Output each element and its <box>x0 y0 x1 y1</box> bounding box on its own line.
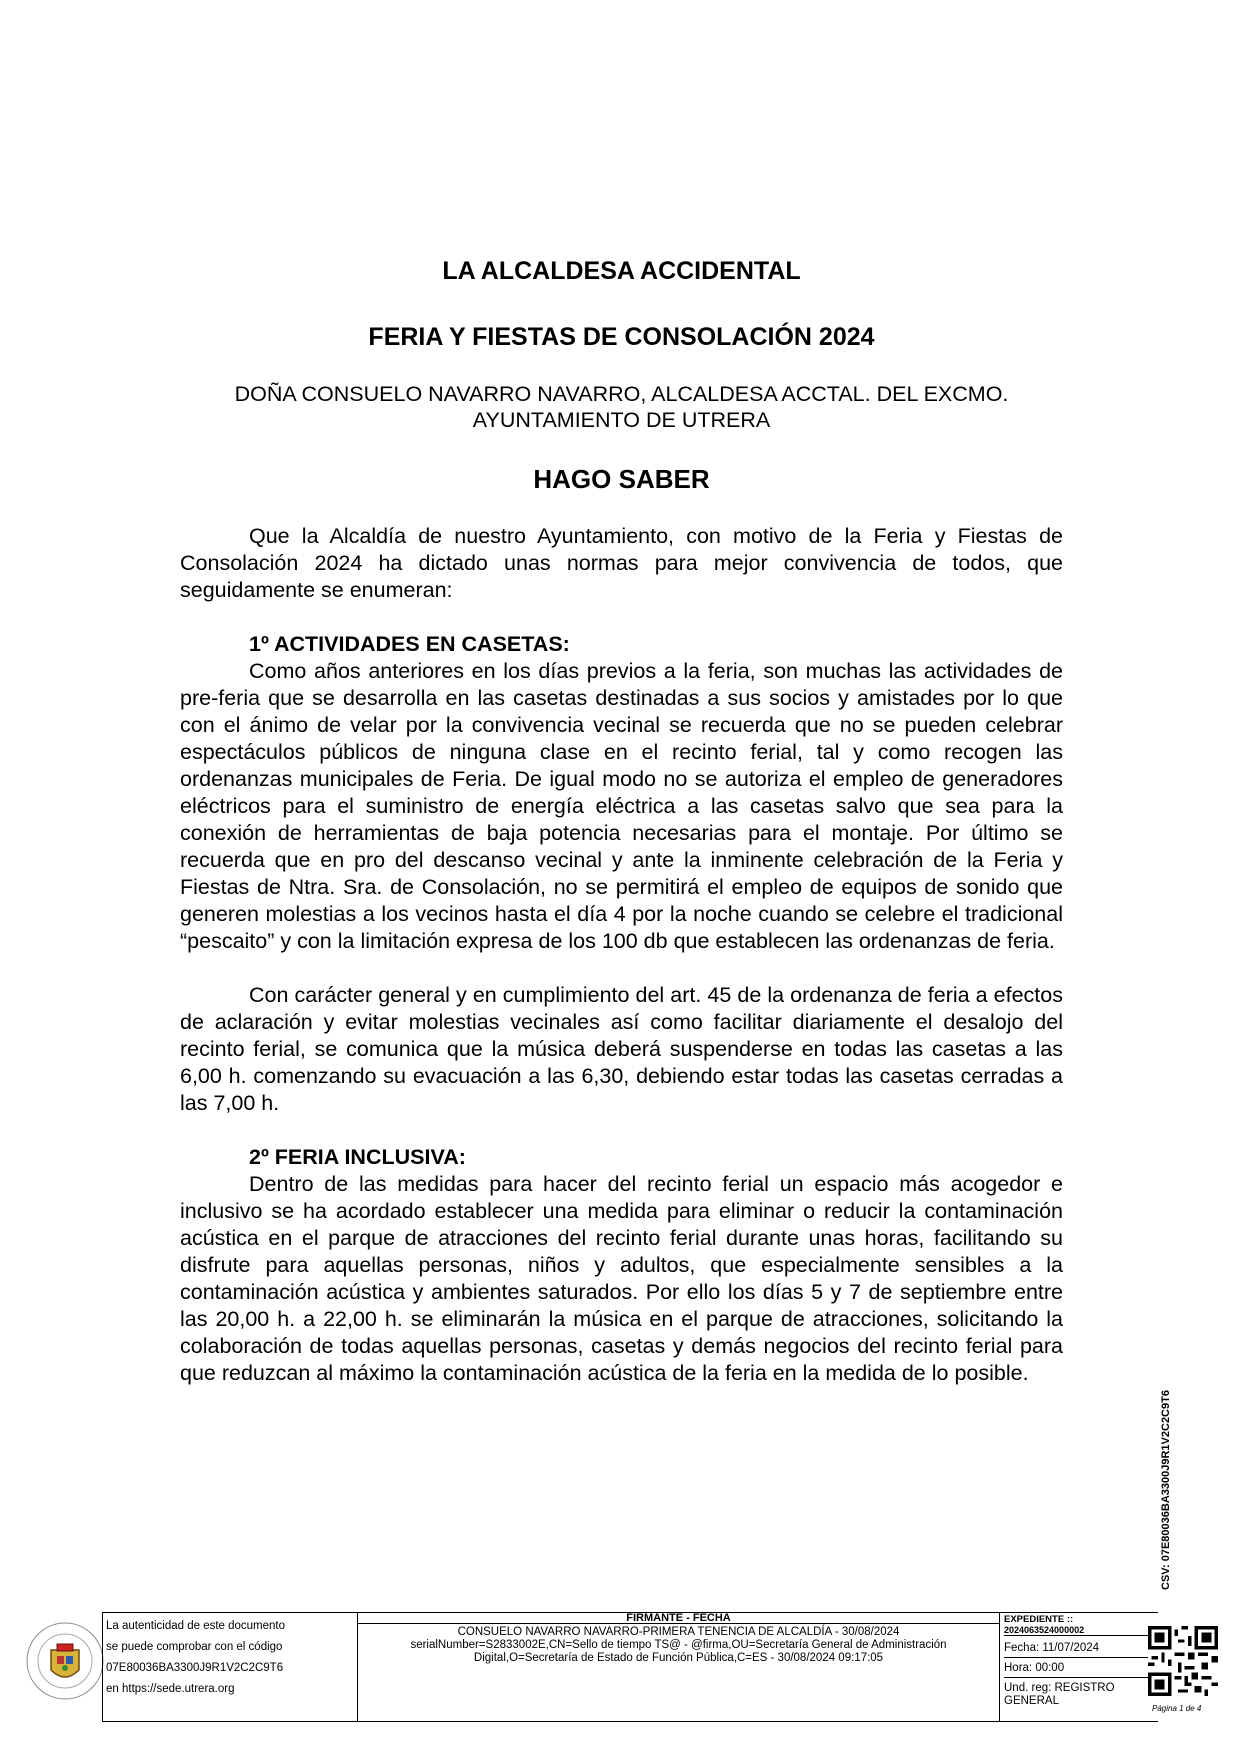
expediente-label: EXPEDIENTE :: <box>1004 1614 1074 1625</box>
auth-code: 07E80036BA3300J9R1V2C2C9T6 <box>106 1662 284 1674</box>
auth-line-1: La autenticidad de este documento <box>106 1620 286 1632</box>
section-2-title: 2º FERIA INCLUSIVA: <box>249 1145 466 1169</box>
authenticity-box <box>102 1612 358 1722</box>
auth-line-2: se puede comprobar con el código <box>106 1641 283 1653</box>
expediente-hora: Hora: 00:00 <box>1004 1658 1154 1678</box>
csv-code: CSV: 07E80036BA3300J9R1V2C2C9T6 <box>1160 1390 1172 1590</box>
expediente-box <box>1000 1612 1158 1722</box>
signer-header: FIRMANTE - FECHA <box>358 1613 999 1624</box>
intro-paragraph: Que la Alcaldía de nuestro Ayuntamiento, con motivo de la Feria y Fiestas de Consolación 2024 ha dictado unas normas para mejor convivencia de todos, que seguidamente se enumeran: <box>180 524 1063 602</box>
issuer-block <box>180 381 1063 433</box>
document-body <box>180 255 1063 1387</box>
expediente-number: 2024063524000002 <box>1004 1625 1154 1636</box>
section-2-paragraph-1: Dentro de las medidas para hacer del recinto ferial un espacio más acogedor e inclusivo se ha acordado establecer una medida para eliminar o reducir la contaminación acústica en el parque de atracciones del recinto ferial durante unas horas, facilitando su disfrute para aquellas personas, niños y adultos, que especialmente sensibles a la contaminación acústica y ambientes saturados. Por ello los días 5 y 7 de septiembre entre las 20,00 h. a 22,00 h. se eliminarán la música en el parque de atracciones, solicitando la colaboración de todas aquellas personas, casetas y demás negocios del recinto ferial para que reduzcan al máximo la contaminación acústica de la feria en la medida de lo posible. <box>180 1172 1063 1385</box>
document-heading: LA ALCALDESA ACCIDENTAL <box>442 257 801 285</box>
expediente-registro: Und. reg: REGISTRO GENERAL <box>1004 1682 1115 1707</box>
section-1-title: 1º ACTIVIDADES EN CASETAS: <box>249 632 570 656</box>
qr-code-icon <box>1148 1626 1218 1696</box>
signer-line-1: CONSUELO NAVARRO NAVARRO-PRIMERA TENENCIA DE ALCALDÍA - 30/08/2024 <box>457 1626 900 1638</box>
document-subheading: FERIA Y FIESTAS DE CONSOLACIÓN 2024 <box>368 323 875 351</box>
page-number: Página 1 de 4 <box>1152 1704 1202 1713</box>
signer-line-3: Digital,O=Secretaría de Estado de Función Pública,C=ES - 30/08/2024 09:17:05 <box>473 1652 884 1664</box>
signature-footer <box>18 1612 1228 1722</box>
signer-line-2: serialNumber=S2833002E,CN=Sello de tiempo TS@ - @firma,OU=Secretaría General de Administración <box>410 1639 947 1651</box>
expediente-fecha: Fecha: 11/07/2024 <box>1004 1638 1154 1658</box>
signer-box <box>358 1612 1000 1722</box>
section-1-paragraph-2: Con carácter general y en cumplimiento del art. 45 de la ordenanza de feria a efectos de aclaración y evitar molestias vecinales así como facilitar diariamente el desalojo del recinto ferial, se comunica que la música deberá suspenderse en todas las casetas a las 6,00 h. comenzando su evacuación a las 6,30, debiendo estar todas las casetas cerradas a las 7,00 h. <box>180 983 1063 1115</box>
municipal-seal-icon <box>24 1620 106 1702</box>
issuer-line-1: DOÑA CONSUELO NAVARRO NAVARRO, ALCALDESA ACCTAL. DEL EXCMO. <box>234 382 1009 406</box>
issuer-line-2: AYUNTAMIENTO DE UTRERA <box>472 408 771 432</box>
auth-url: en https://sede.utrera.org <box>106 1683 235 1695</box>
hago-saber-heading: HAGO SABER <box>533 464 710 494</box>
section-1-paragraph-1: Como años anteriores en los días previos a la feria, son muchas las actividades de pre-feria que se desarrolla en las casetas destinadas a sus socios y amistades por lo que con el ánimo de velar por la convivencia vecinal se recuerda que no se pueden celebrar espectáculos públicos de ninguna clase en el recinto ferial, tal y como recogen las ordenanzas municipales de Feria. De igual modo no se autoriza el empleo de generadores eléctricos para el suministro de energía eléctrica a las casetas salvo que sea para la conexión de herramientas de baja potencia necesarias para el montaje. Por último se recuerda que en pro del descanso vecinal y ante la inminente celebración de la Feria y Fiestas de Ntra. Sra. de Consolación, no se permitirá el empleo de equipos de sonido que generen molestias a los vecinos hasta el día 4 por la noche cuando se celebre el tradicional “pescaito” y con la limitación expresa de los 100 db que establecen las ordenanzas de feria. <box>180 659 1063 953</box>
